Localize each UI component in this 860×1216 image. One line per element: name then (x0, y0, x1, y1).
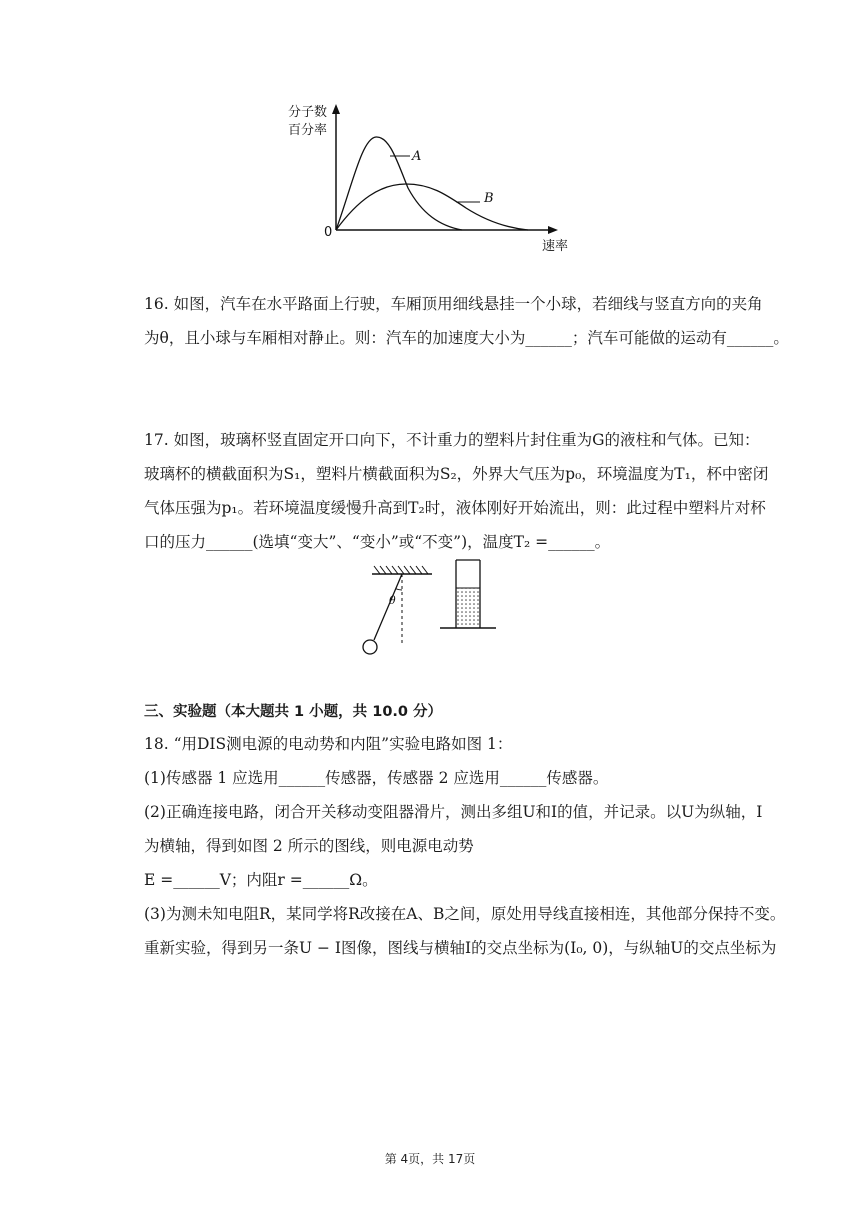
q18-line-2: (1)传感器 1 应选用______传感器，传感器 2 应选用______传感器。 (144, 769, 609, 787)
pendulum-ball (363, 640, 377, 654)
y-axis-arrow (332, 104, 340, 114)
y-axis-label-2: 百分率 (288, 123, 328, 138)
q16-line-2: 为θ，且小球与车厢相对静止。则：汽车的加速度大小为______；汽车可能做的运动有______。 (144, 329, 789, 347)
q17-line-1: 17. 如图，玻璃杯竖直固定开口向下，不计重力的塑料片封住重为G的液柱和气体。已知： (144, 431, 760, 449)
speed-distribution-figure (280, 96, 600, 258)
q18-line-1: 18. “用DIS测电源的电动势和内阻”实验电路如图 1： (144, 735, 513, 753)
pendulum-string (374, 574, 402, 640)
curve-a (336, 137, 462, 230)
section-3-title: 三、实验题（本大题共 1 小题，共 10.0 分） (144, 704, 443, 720)
q18-line-7: 重新实验，得到另一条U − I图像，图线与横轴I的交点坐标为(I₀, 0)，与纵轴U的交点坐标为 (144, 939, 777, 957)
q18-line-3: (2)正确连接电路，闭合开关移动变阻器滑片，测出多组U和I的值，并记录。以U为纵轴，I (144, 803, 763, 821)
x-axis-arrow (548, 226, 558, 234)
angle-arc (396, 589, 402, 590)
curve-b-label: B (484, 191, 494, 206)
y-axis-label-1: 分子数 (288, 105, 328, 120)
pendulum-cup-figure (356, 558, 506, 660)
q16-line-1: 16. 如图，汽车在水平路面上行驶，车厢顶用细线悬挂一个小球，若细线与竖直方向的夹角 (144, 295, 763, 313)
q18-line-5: E =______V；内阻r =______Ω。 (144, 871, 378, 889)
cup-liquid (457, 588, 479, 626)
q17-line-4: 口的压力______(选填“变大”、“变小”或“不变”)，温度T₂ =______。 (144, 533, 611, 551)
x-axis-label: 速率 (542, 239, 569, 254)
q18-line-4: 为横轴，得到如图 2 所示的图线，则电源电动势 (144, 837, 474, 855)
curve-b (336, 184, 528, 230)
curve-a-label: A (412, 149, 422, 164)
theta-label: θ (389, 594, 396, 607)
q18-line-6: (3)为测未知电阻R，某同学将R改接在A、B之间，原处用导线直接相连，其他部分保持不变。 (144, 905, 786, 923)
ceiling-hatching (374, 566, 428, 574)
q17-line-2: 玻璃杯的横截面积为S₁，塑料片横截面积为S₂，外界大气压为p₀，环境温度为T₁，杯中密闭 (144, 465, 769, 483)
page-footer: 第 4页，共 17页 (384, 1152, 476, 1166)
origin-label: 0 (324, 225, 333, 240)
q17-line-3: 气体压强为p₁。若环境温度缓慢升高到T₂时，液体刚好开始流出，则：此过程中塑料片对杯 (144, 499, 766, 517)
